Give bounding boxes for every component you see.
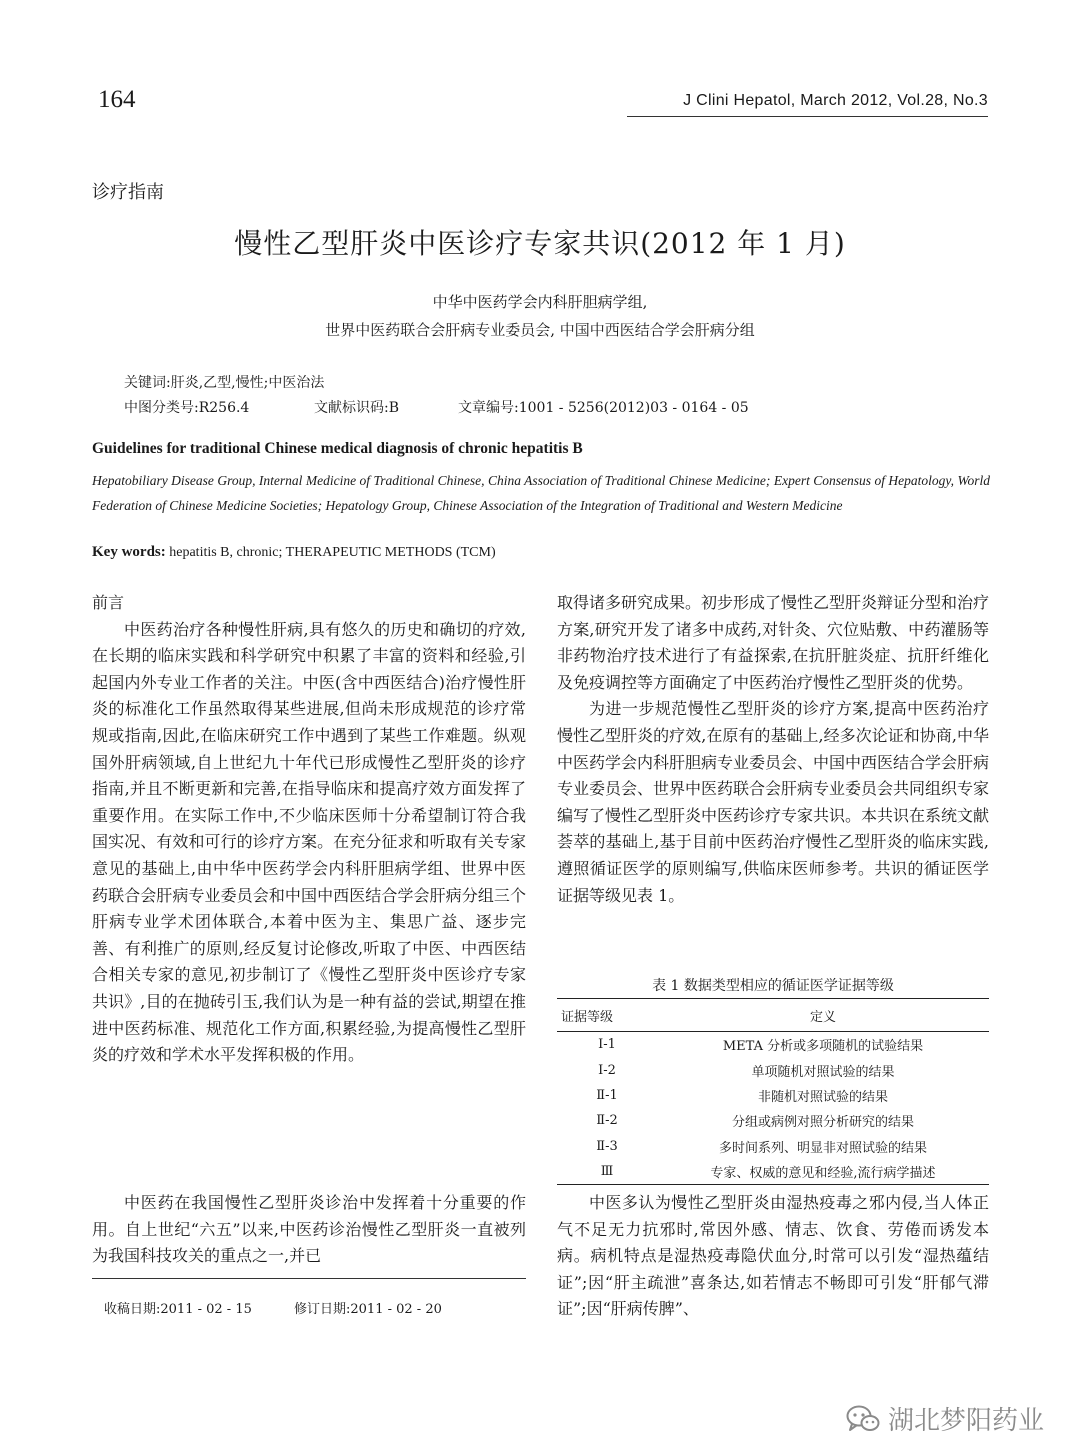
table-cell: 多时间系列、明显非对照试验的结果 — [718, 1140, 927, 1156]
journal-reference: J Clini Hepatol, March 2012, Vol.28, No.3 — [683, 92, 988, 109]
right-column-lower — [557, 1190, 989, 1323]
paragraph: 为进一步规范慢性乙型肝炎的诊疗方案,提高中医药治疗慢性乙型肝炎的疗效,在原有的基础上,经多次论证和协商,中华中医药学会内科肝胆病专业委员会、中国中西医结合学会肝病专业委员会、世界中医药联合会肝病专业委员会共同组织专家编写了慢性乙型肝炎中医药诊疗专家共识。本共识在系统文献荟萃的基础上,基于目前中医药治疗慢性乙型肝炎的临床实践,遵照循证医学的原则编写,供临床医师参考。共识的循证医学证据等级见表 1。 — [557, 699, 990, 905]
table-cell: Ⅱ-3 — [596, 1138, 618, 1154]
article-number: 文章编号:1001 - 5256(2012)03 - 0164 - 05 — [458, 400, 749, 416]
footnote-rule — [92, 1278, 526, 1279]
table-cell: Ⅰ-2 — [598, 1062, 616, 1078]
clc-number: 中图分类号:R256.4 — [124, 400, 250, 416]
english-keywords — [92, 544, 496, 561]
english-keywords-label: Key words: — [92, 544, 166, 560]
table-header-row — [557, 999, 989, 1032]
wechat-icon — [846, 1404, 880, 1434]
table-cell: Ⅱ-2 — [596, 1113, 618, 1129]
revised-date: 修订日期:2011 - 02 - 20 — [294, 1302, 442, 1317]
preface-heading: 前言 — [92, 593, 125, 612]
authors-line-1: 中华中医药学会内科肝胆病学组, — [432, 293, 648, 311]
table-cell: 专家、权威的意见和经验,流行病学描述 — [657, 1159, 989, 1185]
section-label: 诊疗指南 — [92, 182, 164, 203]
page-number: 164 — [98, 86, 136, 113]
left-column-lower — [92, 1190, 526, 1270]
right-column — [557, 590, 989, 909]
table-header-cell: 证据等级 — [557, 999, 657, 1032]
table-row — [557, 1108, 989, 1133]
table-row — [557, 1032, 989, 1058]
left-column — [92, 590, 526, 1069]
table-cell: 单项随机对照试验的结果 — [751, 1064, 895, 1080]
header-rule — [627, 116, 988, 117]
evidence-table — [557, 998, 989, 1185]
paragraph: 中医药在我国慢性乙型肝炎诊治中发挥着十分重要的作用。自上世纪“六五”以来,中医药诊治慢性乙型肝炎一直被列为我国科技攻关的重点之一,并已 — [92, 1193, 526, 1266]
table-row — [557, 1134, 989, 1159]
table-cell: Ⅲ — [557, 1159, 657, 1185]
table-cell: Ⅰ-1 — [598, 1037, 616, 1053]
english-keywords-text: hepatitis B, chronic; THERAPEUTIC METHODS (TCM) — [165, 545, 496, 560]
article-title: 慢性乙型肝炎中医诊疗专家共识(2012 年 1 月) — [234, 227, 846, 260]
english-title: Guidelines for traditional Chinese medical diagnosis of chronic hepatitis B — [92, 440, 583, 457]
paragraph: 取得诸多研究成果。初步形成了慢性乙型肝炎辩证分型和治疗方案,研究开发了诸多中成药,对针灸、穴位贴敷、中药灌肠等非药物治疗技术进行了有益探索,在抗肝脏炎症、抗肝纤维化及免疫调控等方面确定了中医药治疗慢性乙型肝炎的优势。 — [557, 593, 990, 692]
watermark-text: 湖北梦阳药业 — [887, 1406, 1044, 1436]
received-date: 收稿日期:2011 - 02 - 15 — [104, 1302, 252, 1317]
paragraph: 中医多认为慢性乙型肝炎由湿热疫毒之邪内侵,当人体正气不足无力抗邪时,常因外感、情志、饮食、劳倦而诱发本病。病机特点是湿热疫毒隐伏血分,时常可以引发“湿热蕴结证”;因“肝主疏泄”喜条达,如若情志不畅即可引发“肝郁气滞证”;因“肝病传脾”、 — [557, 1193, 989, 1319]
table-cell: Ⅱ-1 — [596, 1087, 618, 1103]
table-cell: META 分析或多项随机的试验结果 — [722, 1039, 924, 1055]
document-code: 文献标识码:B — [314, 400, 400, 416]
english-affiliation: Hepatobiliary Disease Group, Internal Medicine of Traditional Chinese, China Association of Traditional Chinese Medicine; Expert Consensus of Hepatology, World Federation of Chinese Medicine Societies; Hepatology Group, Chinese Association of the Integration of Traditional and Western Medicine — [92, 473, 990, 513]
paragraph: 中医药治疗各种慢性肝病,具有悠久的历史和确切的疗效,在长期的临床实践和科学研究中积累了丰富的资料和经验,引起国内外专业工作者的关注。中医(含中西医结合)治疗慢性肝炎的标准化工作虽然取得某些进展,但尚未形成规范的诊疗常规或指南,因此,在临床研究工作中遇到了某些工作难题。纵观国外肝病领域,自上世纪九十年代已形成慢性乙型肝炎的诊疗指南,并且不断更新和完善,在指导临床和提高疗效方面发挥了重要作用。在实际工作中,不少临床医师十分希望制订符合我国实况、有效和可行的诊疗方案。在充分征求和听取有关专家意见的基础上,由中华中医药学会内科肝胆病学组、世界中医药联合会肝病专业委员会和中国中西医结合学会肝病分组三个肝病专业学术团体联合,本着中医为主、集思广益、逐步完善、有利推广的原则,经反复讨论修改,听取了中医、中西医结合相关专家的意见,初步制订了《慢性乙型肝炎中医诊疗专家共识》,目的在抛砖引玉,我们认为是一种有益的尝试,期望在推进中医药标准、规范化工作方面,积累经验,为提高慢性乙型肝炎的疗效和学术水平发挥积极的作用。 — [92, 619, 526, 1065]
table-caption: 表 1 数据类型相应的循证医学证据等级 — [652, 978, 894, 994]
table-row — [557, 1083, 989, 1108]
table-cell: 分组或病例对照分析研究的结果 — [731, 1115, 914, 1131]
table-row — [557, 1159, 989, 1185]
keywords-cn: 关键词:肝炎,乙型,慢性;中医治法 — [124, 375, 325, 391]
table-header-cell: 定义 — [657, 999, 989, 1032]
authors — [0, 288, 1080, 344]
table-row — [557, 1057, 989, 1082]
table-cell: 非随机对照试验的结果 — [757, 1089, 888, 1105]
authors-line-2: 世界中医药联合会肝病专业委员会, 中国中西医结合学会肝病分组 — [325, 321, 755, 339]
watermark — [846, 1400, 1044, 1437]
